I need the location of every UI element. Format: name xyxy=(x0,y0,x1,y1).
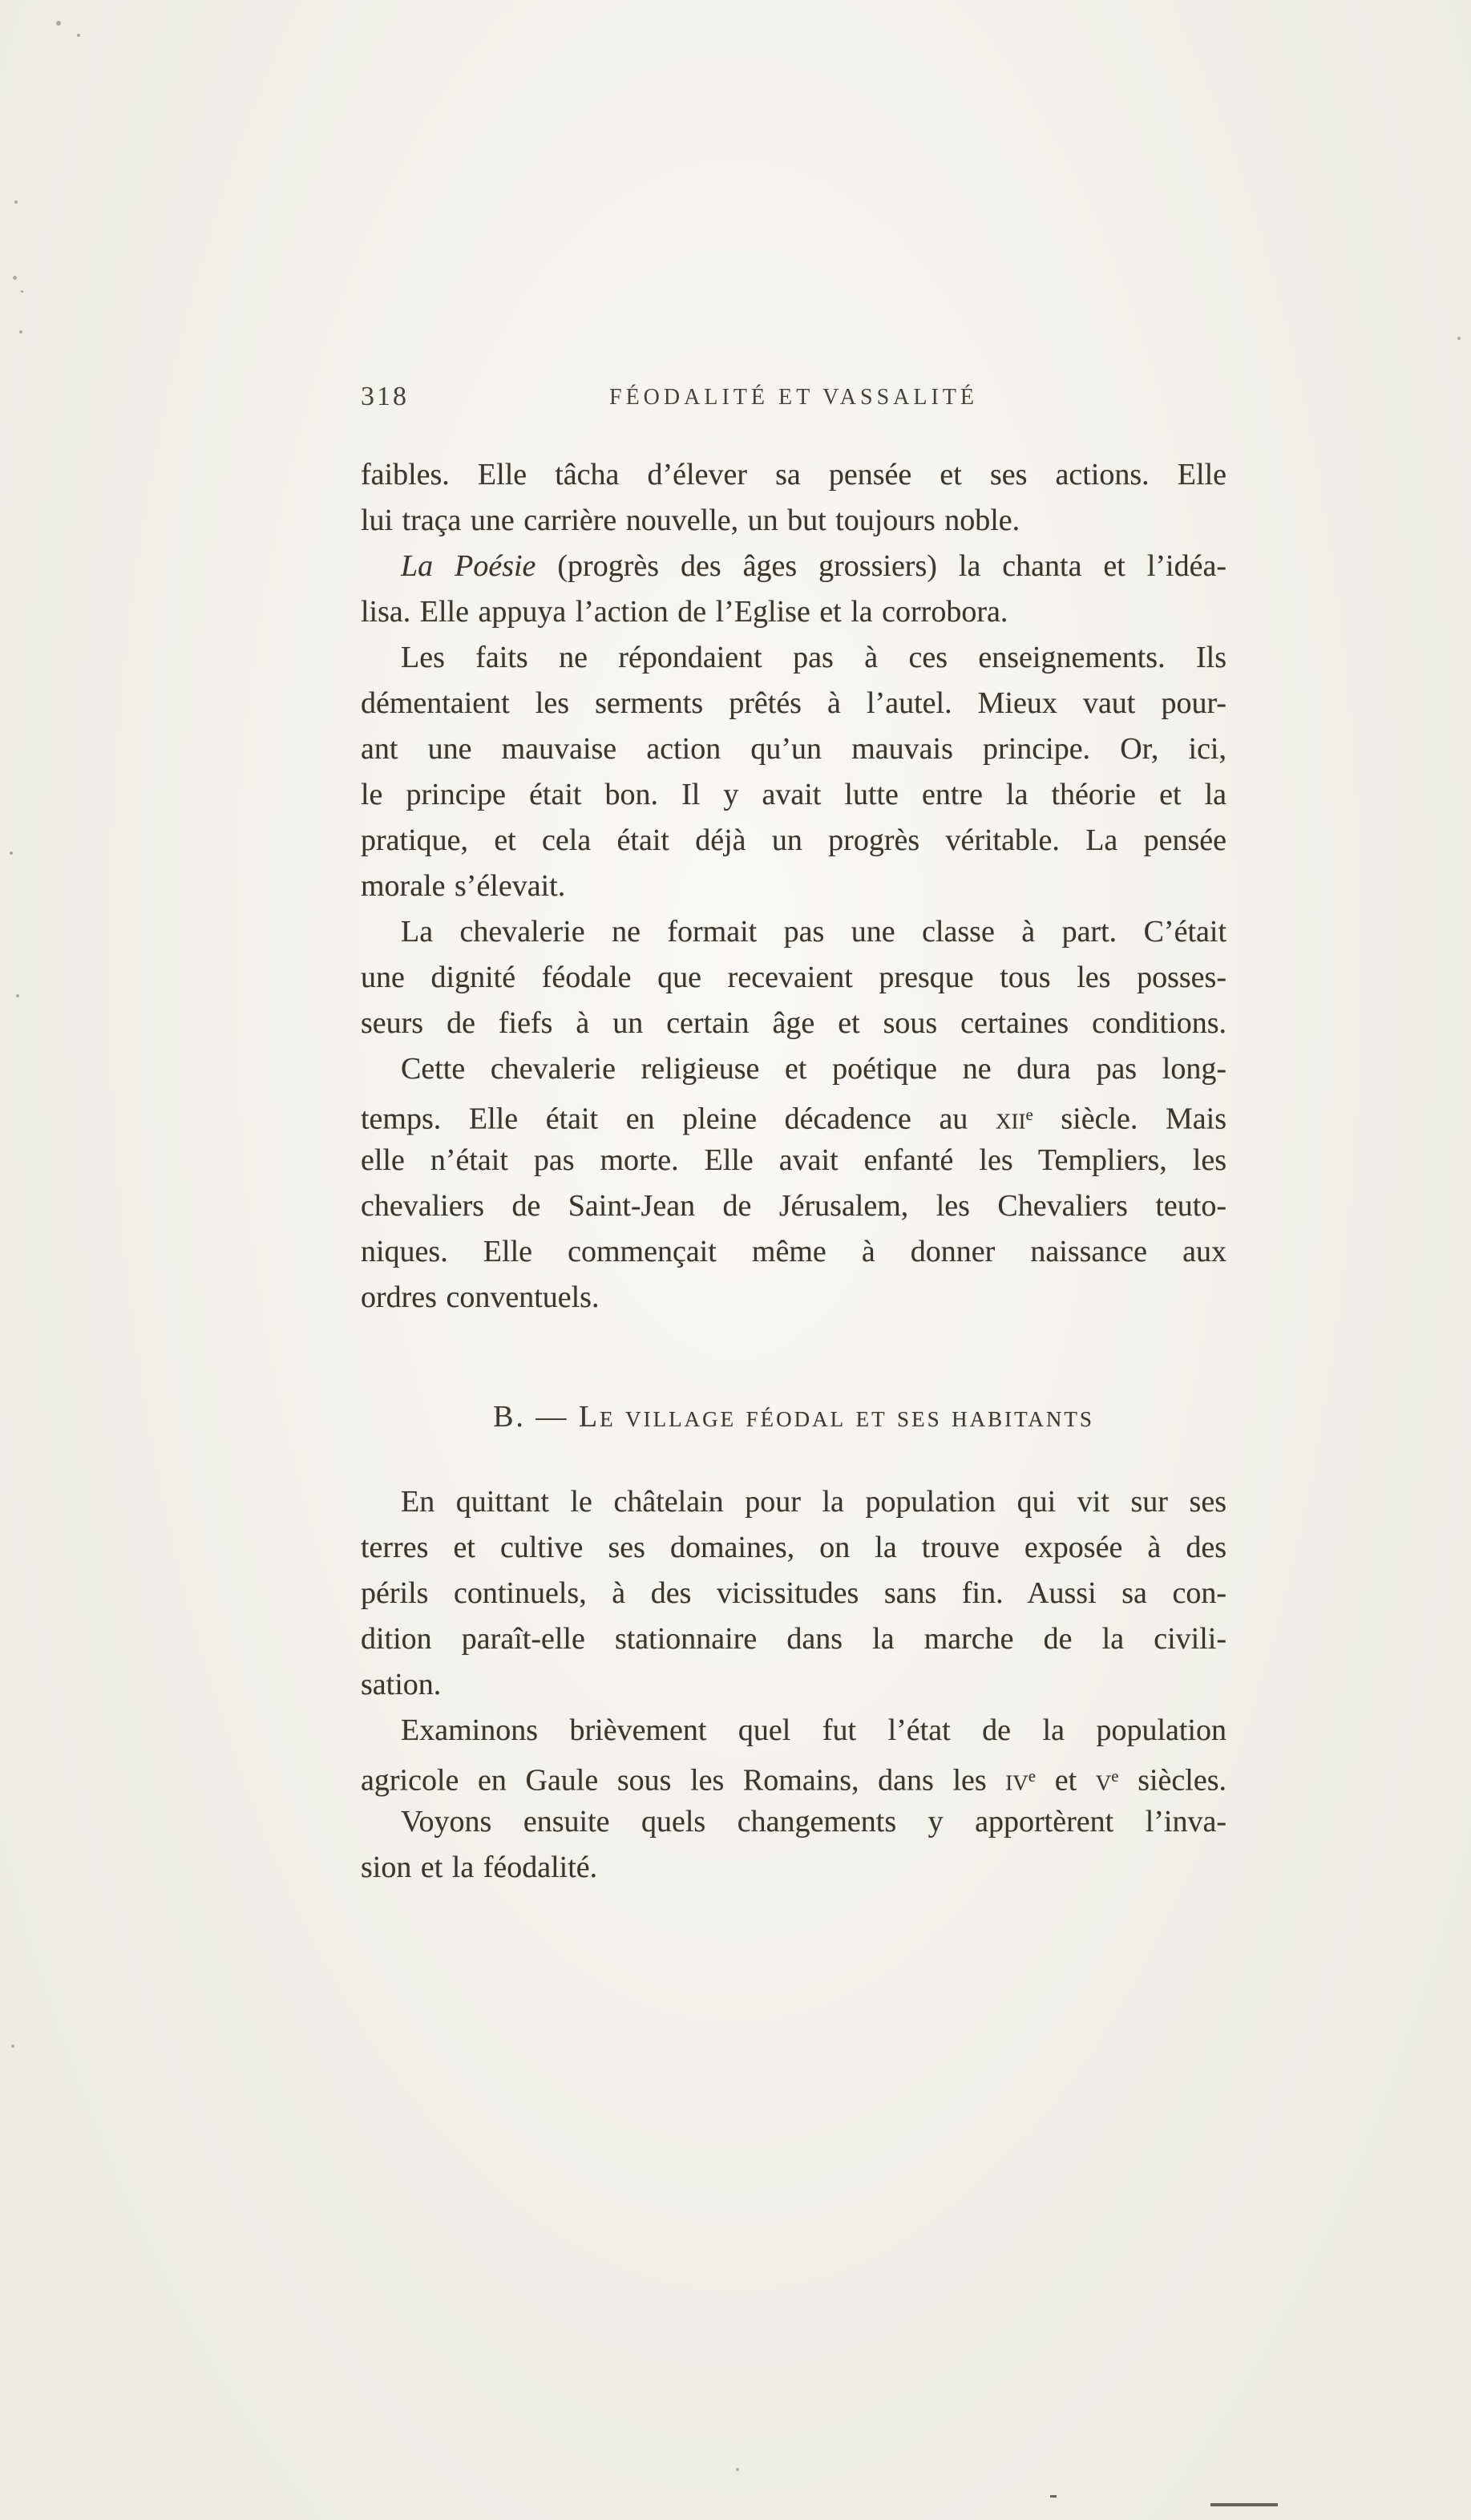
text-line: morale s’élevait. xyxy=(361,869,566,903)
text-line: agricole en Gaule sous les Romains, dans les $iv^e$ et $v^e$ siècles. xyxy=(361,1763,1227,1798)
text-line: ordres conventuels. xyxy=(361,1280,600,1314)
scan-speck xyxy=(21,290,23,293)
paragraph xyxy=(361,452,1227,544)
text-line: dition paraît-elle stationnaire dans la marche de la civili- xyxy=(361,1622,1227,1656)
text-line: Voyons ensuite quels changements y apportèrent l’inva- xyxy=(401,1805,1227,1838)
scan-speck xyxy=(736,2468,739,2471)
text-line: faibles. Elle tâcha d’élever sa pensée et ses actions. Elle xyxy=(361,458,1227,491)
running-title: FÉODALITÉ ET VASSALITÉ xyxy=(609,385,978,410)
paragraph xyxy=(361,1799,1227,1891)
text-line: pratique, et cela était déjà un progrès véritable. La pensée xyxy=(361,823,1227,857)
text-line: lui traça une carrière nouvelle, un but toujours noble. xyxy=(361,504,1020,537)
text-line: Les faits ne répondaient pas à ces enseignements. Ils xyxy=(401,641,1227,674)
page-body xyxy=(361,452,1227,1891)
scan-speck xyxy=(14,200,18,204)
scan-speck xyxy=(56,21,61,26)
paragraph xyxy=(361,909,1227,1046)
scan-speck xyxy=(16,994,19,997)
text-line: seurs de fiefs à un certain âge et sous certaines conditions. xyxy=(361,1006,1227,1040)
paragraph xyxy=(361,1479,1227,1708)
scan-mark xyxy=(1210,2503,1278,2506)
text-line: La chevalerie ne formait pas une classe à part. C’était xyxy=(401,915,1227,949)
text-line: chevaliers de Saint-Jean de Jérusalem, les Chevaliers teuto- xyxy=(361,1189,1227,1223)
text-line: elle n’était pas morte. Elle avait enfanté les Templiers, les xyxy=(361,1143,1227,1177)
section-heading: B. — Le village féodal et ses habitants xyxy=(493,1400,1094,1434)
text-line: périls continuels, à des vicissitudes sans fin. Aussi sa con- xyxy=(361,1576,1227,1610)
scan-speck xyxy=(1457,337,1461,340)
scan-mark xyxy=(1050,2495,1057,2498)
text-line: niques. Elle commençait même à donner naissance aux xyxy=(361,1235,1227,1268)
text-line: temps. Elle était en pleine décadence au xii$^e$ siècle. Mais xyxy=(361,1102,1227,1136)
text-line: lisa. Elle appuya l’action de l’Eglise et la corrobora. xyxy=(361,595,1008,629)
paragraph xyxy=(361,635,1227,909)
page-number: 318 xyxy=(361,382,409,411)
text-line: démentaient les serments prêtés à l’autel. Mieux vaut pour- xyxy=(361,686,1227,720)
page-header xyxy=(361,382,1227,417)
scan-speck xyxy=(11,2045,14,2048)
scan-speck xyxy=(10,851,13,855)
scan-speck xyxy=(13,276,17,280)
text-line: une dignité féodale que recevaient presque tous les posses- xyxy=(361,961,1227,994)
scan-speck xyxy=(77,34,80,37)
text-line: le principe était bon. Il y avait lutte entre la théorie et la xyxy=(361,778,1227,811)
paragraph xyxy=(361,1046,1227,1321)
text-line: En quittant le châtelain pour la population qui vit sur ses xyxy=(401,1485,1227,1519)
text-line: La Poésie (progrès des âges grossiers) la chanta et l’idéa- xyxy=(401,549,1227,583)
text-line: ant une mauvaise action qu’un mauvais principe. Or, ici, xyxy=(361,732,1227,766)
text-line: Examinons brièvement quel fut l’état de la population xyxy=(401,1713,1227,1747)
text-line: terres et cultive ses domaines, on la trouve exposée à des xyxy=(361,1531,1227,1564)
text-line: sion et la féodalité. xyxy=(361,1851,598,1884)
text-block xyxy=(361,382,1227,1891)
text-line: sation. xyxy=(361,1668,442,1701)
paragraph xyxy=(361,544,1227,635)
text-line: Cette chevalerie religieuse et poétique ne dura pas long- xyxy=(401,1052,1227,1086)
scan-speck xyxy=(19,330,22,334)
paragraph xyxy=(361,1708,1227,1799)
